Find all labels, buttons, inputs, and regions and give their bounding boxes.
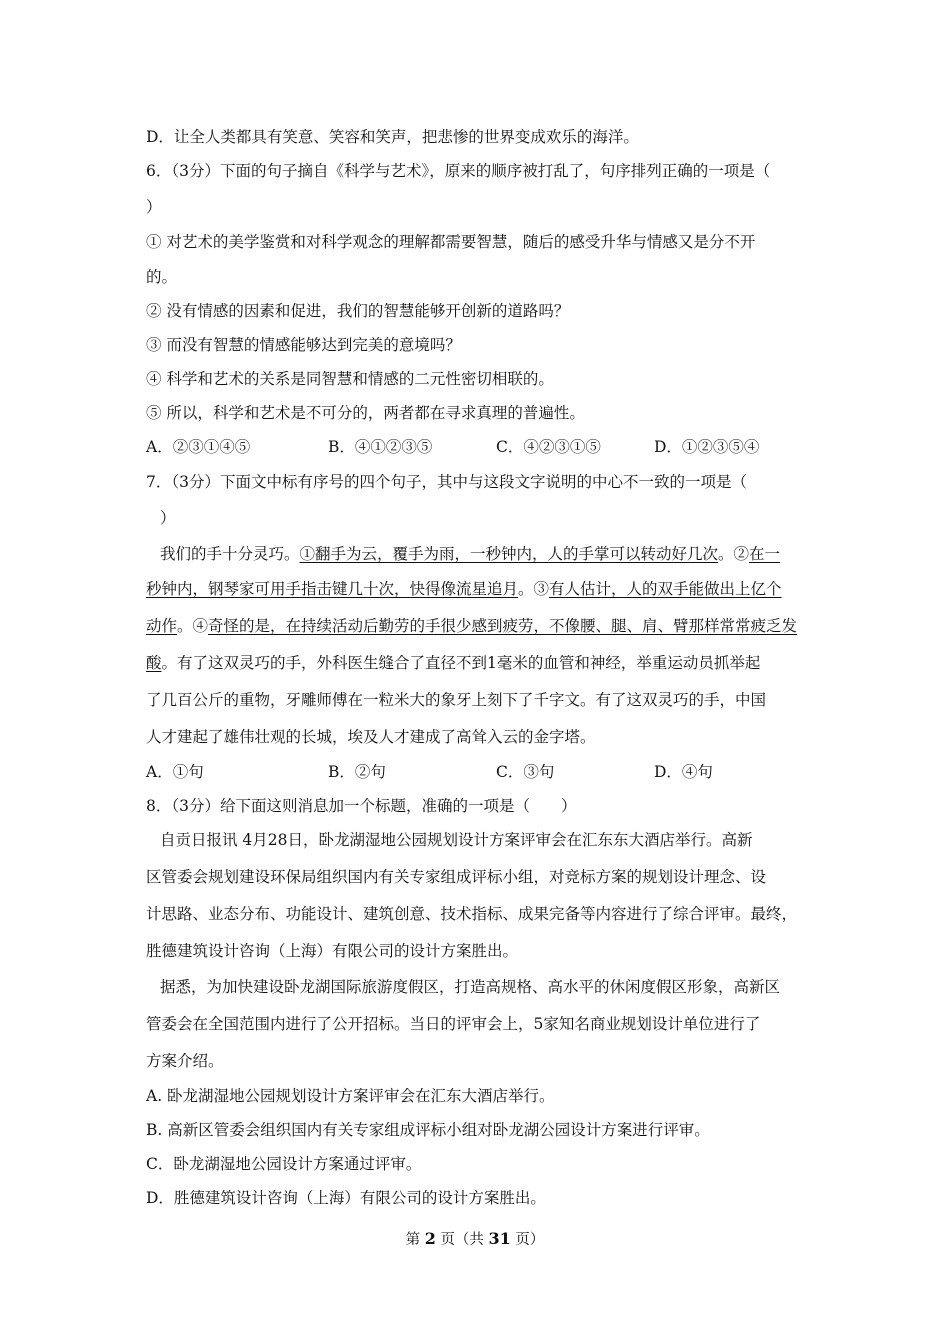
q8-article-line1: 自贡日报讯 4月28日，卧龙湖湿地公园规划设计方案评审会在汇东东大酒店举行。高新 (160, 831, 753, 849)
q6-stem-line2: ） (146, 198, 162, 216)
q6-sentence-2: ② 没有情感的因素和促进，我们的智慧能够开创新的道路吗？ (146, 302, 570, 320)
q6-stem-line1: 6．（3分）下面的句子摘自《科学与艺术》，原来的顺序被打乱了，句序排列正确的一项是（ (146, 162, 771, 180)
q7-sentence-3-end: 动作 (146, 617, 178, 635)
q8-article-line2: 区管委会规划建设环保局组织国内有关专家组成评标小组，对竞标方案的规划设计理念、设 (146, 868, 767, 886)
q8-article-line4: 胜德建筑设计咨询（上海）有限公司的设计方案胜出。 (146, 942, 519, 960)
q7-passage-line4 (146, 652, 810, 674)
q8-stem: 8．（3分）给下面这则消息加一个标题，准确的一项是（ ） (146, 797, 577, 815)
q7-marker: 。② (718, 545, 750, 563)
q8-article-line7: 方案介绍。 (146, 1052, 224, 1070)
footer-total-pages: 31 (488, 1229, 511, 1248)
footer-prefix: 第 (405, 1232, 421, 1248)
q8-option-b: B. 高新区管委会组织国内有关专家组成评标小组对卧龙湖公园设计方案进行评审。 (146, 1121, 710, 1139)
q7-sentence-4-end: 酸 (146, 654, 162, 672)
q7-passage-line1 (160, 543, 810, 565)
q6-sentence-3: ③ 而没有智慧的情感能够达到完美的意境吗？ (146, 336, 461, 354)
q6-options (146, 436, 810, 458)
q7-option-c: C．③句 (496, 763, 555, 781)
footer-page-number: 2 (424, 1229, 436, 1248)
q7-sentence-2-start: 在一 (749, 545, 781, 563)
q7-passage-line5: 了几百公斤的重物，牙雕师傅在一粒米大的象牙上刻下了千字文。有了这双灵巧的手，中国 (146, 691, 767, 709)
q8-article-line5: 据悉，为加快建设卧龙湖国际旅游度假区，打造高规格、高水平的休闲度假区形象，高新区 (160, 978, 781, 996)
q7-option-a: A．①句 (146, 763, 204, 781)
q6-option-b: B．④①②③⑤ (328, 438, 433, 456)
q7-sentence-2-end: 秒钟内，钢琴家可用手指击键几十次，快得像流星追月 (146, 580, 519, 598)
q7-stem-line1: 7．（3分）下面文中标有序号的四个句子，其中与这段文字说明的中心不一致的一项是（ (146, 473, 747, 491)
q5-option-d: D．让全人类都具有笑意、笑容和笑声，把悲惨的世界变成欢乐的海洋。 (146, 128, 639, 146)
footer-suffix: 页） (515, 1232, 545, 1248)
q6-option-c: C．④②③①⑤ (496, 438, 601, 456)
q7-sentence-4-start: 奇怪的是，在持续活动后勤劳的手很少感到疲劳，不像腰、腿、肩、臂那样常常疲乏发 (208, 617, 798, 635)
q7-marker: 。④ (177, 617, 209, 635)
q8-option-a: A. 卧龙湖湿地公园规划设计方案评审会在汇东大酒店举行。 (146, 1087, 555, 1105)
q7-sentence-1: ①翻手为云，覆手为雨，一秒钟内，人的手掌可以转动好几次 (299, 545, 719, 563)
q7-passage-line6: 人才建起了雄伟壮观的长城，埃及人才建成了高耸入云的金字塔。 (146, 728, 596, 746)
q6-option-d: D．①②③⑤④ (654, 438, 760, 456)
q7-stem-line2: ） (160, 509, 176, 527)
q6-sentence-1a: ① 对艺术的美学鉴赏和对科学观念的理解都需要智慧，随后的感受升华与情感又是分不开 (146, 233, 756, 251)
q7-options (146, 761, 810, 783)
q8-option-c: C．卧龙湖湿地公园设计方案通过评审。 (146, 1155, 422, 1173)
q7-passage-line2 (146, 578, 810, 600)
q7-option-d: D．④句 (654, 763, 713, 781)
q6-sentence-4: ④ 科学和艺术的关系是同智慧和情感的二元性密切相联的。 (146, 370, 554, 388)
page-footer (0, 1228, 950, 1251)
q8-option-d: D．胜德建筑设计咨询（上海）有限公司的设计方案胜出。 (146, 1189, 546, 1207)
q6-sentence-1b: 的。 (146, 268, 178, 286)
q6-option-a: A．②③①④⑤ (146, 438, 251, 456)
q6-sentence-5: ⑤ 所以，科学和艺术是不可分的，两者都在寻求真理的普遍性。 (146, 404, 585, 422)
q8-article-line3: 计思路、业态分布、功能设计、建筑创意、技术指标、成果完备等内容进行了综合评审。最终， (146, 905, 798, 923)
q7-marker: 。③ (518, 580, 550, 598)
q7-option-b: B．②句 (328, 763, 386, 781)
q7-passage-text: 我们的手十分灵巧。 (160, 545, 300, 563)
q8-article-line6: 管委会在全国范围内进行了公开招标。当日的评审会上，5家知名商业规划设计单位进行了 (146, 1015, 761, 1033)
q7-passage-line3 (146, 615, 810, 637)
q7-passage-text: 。有了这双灵巧的手，外科医生缝合了直径不到1毫米的血管和神经，举重运动员抓举起 (161, 654, 761, 672)
q7-sentence-3-start: 有人估计，人的双手能做出上亿个 (549, 580, 782, 598)
footer-middle: 页（共 (440, 1232, 484, 1248)
